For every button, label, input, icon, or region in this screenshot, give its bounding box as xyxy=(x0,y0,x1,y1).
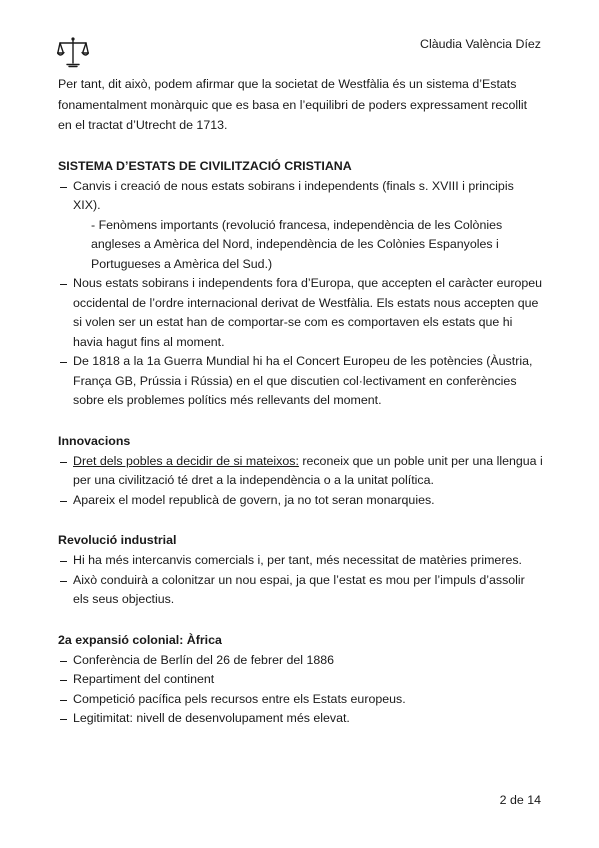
list-item xyxy=(58,452,544,491)
list-item: Legitimitat: nivell de desenvolupament més elevat. xyxy=(58,709,544,729)
list-item xyxy=(58,177,544,275)
list-item: Apareix el model republicà de govern, ja no tot seran monarquies. xyxy=(58,491,544,511)
section-revolucio-industrial xyxy=(58,532,544,610)
bullet-list xyxy=(58,551,544,610)
section-innovacions xyxy=(58,433,544,511)
section-expansio-colonial xyxy=(58,632,544,729)
list-item: Repartiment del continent xyxy=(58,670,544,690)
section-heading: Innovacions xyxy=(58,433,131,448)
author-name: Clàudia València Díez xyxy=(420,37,541,51)
list-item-subnote: - Fenòmens importants (revolució francesa, independència de les Colònies angleses a Amèrica del Nord, independència de les Colònies Espanyoles i Portugueses a Amèrica del Sud.) xyxy=(91,217,503,271)
bullet-list xyxy=(58,177,544,411)
list-item: Conferència de Berlín del 26 de febrer del 1886 xyxy=(58,651,544,671)
section-heading: 2a expansió colonial: Àfrica xyxy=(58,632,222,647)
bullet-list xyxy=(58,452,544,511)
section-sistema-estats xyxy=(58,158,544,411)
intro-paragraph: Per tant, dit això, podem afirmar que la societat de Westfàlia és un sistema d’Estats fonamentalment monàrquic que es basa en l’equilibri de poders expressament recollit en el tractat d’Utrecht de 1713. xyxy=(58,77,528,132)
scales-of-justice-icon xyxy=(57,36,89,68)
page-body xyxy=(58,74,544,729)
list-item: De 1818 a la 1a Guerra Mundial hi ha el Concert Europeu de les potències (Àustria, França GB, Prússia i Rússia) en el que discutien col·lectivament en conferències sobre els problemes polítics més rellevants del moment. xyxy=(58,352,544,411)
page-number: 2 de 14 xyxy=(499,793,541,807)
section-heading: Revolució industrial xyxy=(58,533,177,547)
list-item-text: reconeix que un poble unit per una llengua i per una civilització té dret a la independència o a la unitat política. xyxy=(73,453,543,487)
list-item: Hi ha més intercanvis comercials i, per tant, més necessitat de matèries primeres. xyxy=(58,551,544,571)
list-item-text: Canvis i creació de nous estats sobirans i independents (finals s. XVIII i principis XIX). xyxy=(73,178,514,212)
section-heading: SISTEMA D’ESTATS DE CIVILITZACIÓ CRISTIANA xyxy=(58,158,352,173)
bullet-list xyxy=(58,651,544,729)
list-item: Nous estats sobirans i independents fora d’Europa, que accepten el caràcter europeu occidental de l’ordre internacional derivat de Westfàlia. Els estats nous accepten que si volen ser un estat han de comportar-se com es comportaven els estats que hi havia hagut fins al moment. xyxy=(58,274,544,352)
list-item: Això conduirà a colonitzar un nou espai, ja que l’estat es mou per l’impuls d’assolir els seus objectius. xyxy=(58,571,544,610)
underlined-term: Dret dels pobles a decidir de si mateixos: xyxy=(73,453,299,468)
list-item: Competició pacífica pels recursos entre els Estats europeus. xyxy=(58,690,544,710)
